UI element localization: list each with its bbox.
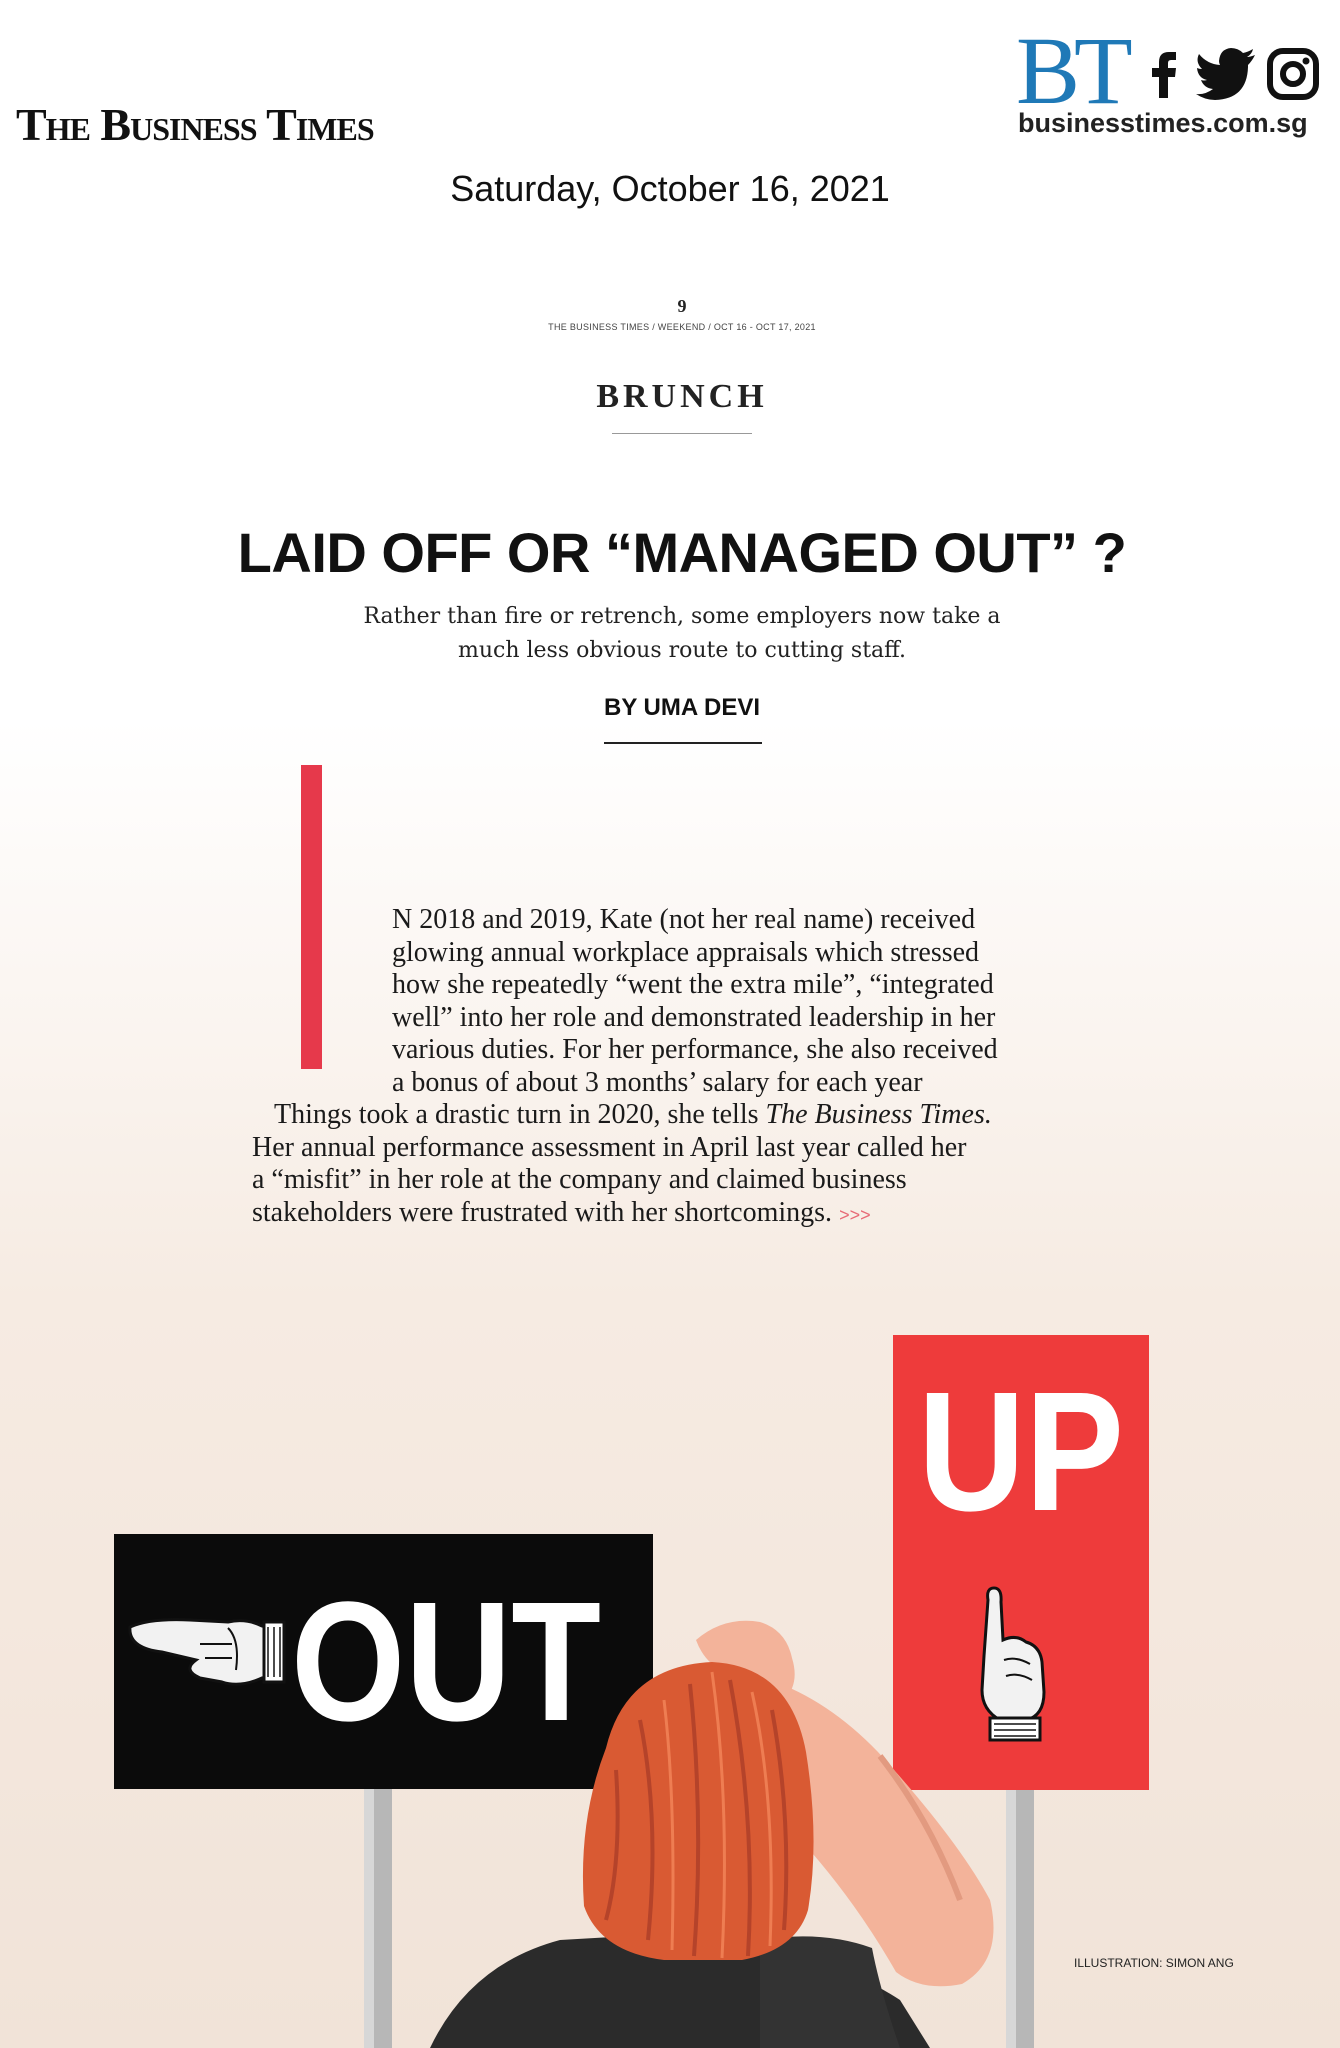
illustration-credit: ILLUSTRATION: SIMON ANG: [1074, 1956, 1234, 1970]
body-line: Things took a drastic turn in 2020, she tells: [274, 1099, 766, 1130]
twitter-icon: [1195, 48, 1257, 100]
body-line: stakeholders were frustrated with her shortcomings.: [252, 1196, 840, 1228]
social-icons: [1141, 48, 1319, 100]
illustration: [0, 1300, 1340, 2048]
body-line: various duties. For her performance, she also received: [392, 1034, 998, 1065]
section-title: BRUNCH: [596, 378, 768, 415]
facebook-icon: [1141, 48, 1185, 100]
article-body: [252, 904, 1112, 1231]
body-line: N 2018 and 2019, Kate (not her real name) received: [392, 904, 976, 935]
byline-rule: [604, 742, 762, 744]
page-number: 9: [677, 296, 687, 316]
bt-logo: [1016, 17, 1326, 141]
body-line: how she repeatedly “went the extra mile”, “integrated: [392, 969, 994, 1000]
page-folio: THE BUSINESS TIMES / WEEKEND / OCT 16 - OCT 17, 2021: [548, 322, 816, 332]
body-line: Her annual performance assessment in April last year called her: [252, 1131, 967, 1163]
section-rule: [612, 433, 752, 434]
bt-logo-letters: BT: [1016, 17, 1127, 124]
body-line: glowing annual workplace appraisals which stressed: [392, 936, 980, 968]
continue-marker[interactable]: >>>: [839, 1204, 871, 1225]
body-line: a bonus of about 3 months’ salary for each year: [392, 1066, 923, 1098]
body-line: well” into her role and demonstrated leadership in her: [392, 1001, 996, 1033]
headline: LAID OFF OR “MANAGED OUT” ?: [237, 521, 1127, 584]
masthead: The Business Times: [16, 99, 374, 150]
byline: BY UMA DEVI: [603, 694, 761, 721]
instagram-icon: [1267, 48, 1319, 100]
body-line: a “misfit” in her role at the company and claimed business: [252, 1164, 907, 1195]
out-sign-text: OUT: [291, 1567, 601, 1757]
bt-logo-url: businesstimes.com.sg: [1018, 108, 1308, 138]
standfirst: Rather than fire or retrench, some employers now take a much less obvious route to cutting staff.: [363, 604, 1001, 663]
up-sign-text: UP: [918, 1357, 1124, 1547]
publication-name: The Business Times.: [765, 1099, 992, 1130]
edition-date: Saturday, October 16, 2021: [450, 168, 890, 209]
